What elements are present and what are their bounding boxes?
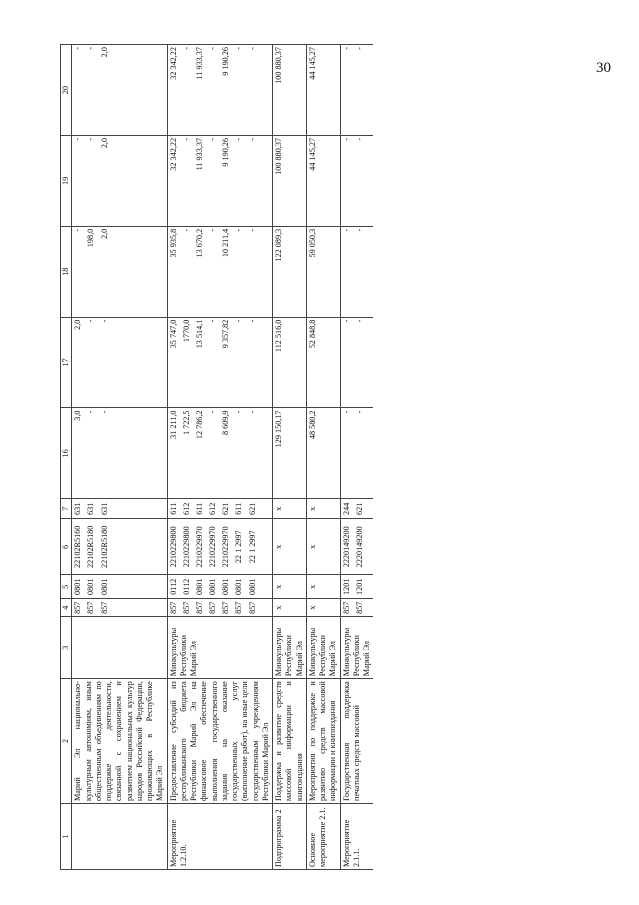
cell-value: - xyxy=(341,410,351,414)
cell-value: 2210229800 xyxy=(181,526,191,568)
cell-value: 129 150,17 xyxy=(274,410,283,448)
cell-c7 xyxy=(167,499,273,519)
cell-value: x xyxy=(274,584,283,589)
cell-value: - xyxy=(234,319,244,323)
cell-value: - xyxy=(341,47,351,50)
table-row xyxy=(306,45,340,870)
cell-value: 22 1 2997 xyxy=(234,530,244,564)
cell-c6 xyxy=(273,519,307,575)
cell-value: 8 609,9 xyxy=(221,410,231,436)
cell-value: - xyxy=(354,228,364,232)
cell-value: - xyxy=(73,47,83,50)
cell-c1: Мероприятие 1.2.10. xyxy=(167,804,273,870)
cell-value: 100 880,37 xyxy=(274,47,283,84)
cell-c1 xyxy=(72,804,167,870)
cell-c6 xyxy=(72,519,167,575)
cell-c19 xyxy=(72,135,167,226)
cell-c4 xyxy=(72,599,167,617)
cell-value: 621 xyxy=(354,502,364,515)
column-header: 5 xyxy=(61,575,72,599)
cell-c18 xyxy=(167,226,273,317)
cell-c3 xyxy=(72,617,167,679)
cell-value: 22102R5160 xyxy=(73,525,83,568)
cell-value: 1201 xyxy=(354,578,364,595)
cell-value: - xyxy=(247,47,257,50)
budget-table xyxy=(60,44,373,870)
cell-value: 2210229970 xyxy=(208,526,218,568)
cell-c1: Подпрограмма 2 xyxy=(273,804,307,870)
cell-value: 621 xyxy=(221,502,231,515)
cell-value: 0801 xyxy=(221,578,231,595)
cell-c6 xyxy=(340,519,373,575)
cell-value: 2220149200 xyxy=(341,526,351,568)
cell-value: - xyxy=(99,410,109,414)
cell-value: 611 xyxy=(234,502,244,515)
cell-c20 xyxy=(340,45,373,136)
cell-value: - xyxy=(354,137,364,141)
cell-value: - xyxy=(181,137,191,141)
cell-c20 xyxy=(72,45,167,136)
cell-value: 11 933,37 xyxy=(194,47,204,80)
cell-value: 857 xyxy=(234,601,244,614)
column-header: 1 xyxy=(61,804,72,870)
cell-c6 xyxy=(306,519,340,575)
cell-value: - xyxy=(208,410,218,414)
cell-c19 xyxy=(167,135,273,226)
cell-value: 10 211,4 xyxy=(221,228,231,258)
cell-c5 xyxy=(306,575,340,599)
cell-value: - xyxy=(247,410,257,414)
cell-value: 857 xyxy=(341,601,351,614)
cell-value: 13 514,1 xyxy=(194,319,204,349)
cell-c16 xyxy=(340,408,373,499)
column-header: 4 xyxy=(61,599,72,617)
column-header: 16 xyxy=(61,408,72,499)
cell-value: - xyxy=(86,137,96,141)
cell-value: 631 xyxy=(99,502,109,515)
cell-c17 xyxy=(306,317,340,408)
cell-value: 621 xyxy=(247,502,257,515)
cell-value: 0801 xyxy=(194,578,204,595)
cell-value: 2210229800 xyxy=(168,526,178,568)
cell-c20 xyxy=(306,45,340,136)
cell-value: 857 xyxy=(168,601,178,614)
cell-value: 612 xyxy=(208,502,218,515)
cell-value: 59 050,3 xyxy=(307,228,317,258)
cell-value: 612 xyxy=(181,502,191,515)
cell-c18 xyxy=(273,226,307,317)
cell-c19 xyxy=(306,135,340,226)
column-header: 18 xyxy=(61,226,72,317)
cell-value: 44 145,27 xyxy=(307,47,317,80)
cell-c7 xyxy=(273,499,307,519)
cell-value: - xyxy=(73,228,83,232)
cell-value: - xyxy=(86,410,96,414)
cell-c2: Предоставление субсидий из республиканского бюджета Республики Марий Эл на финансовое обеспечение выполнения государственного задания на оказание государственных услуг (выполнение работ), на иные цели государственным учреждениям Республики Марий Эл xyxy=(167,679,273,804)
cell-value: 857 xyxy=(86,601,96,614)
cell-value: 0801 xyxy=(99,578,109,595)
cell-c16 xyxy=(167,408,273,499)
cell-c4 xyxy=(167,599,273,617)
cell-c3: Минкультуры Республики Марий Эл xyxy=(340,617,373,679)
cell-value: 9 190,26 xyxy=(221,47,231,76)
column-header: 7 xyxy=(61,499,72,519)
cell-value: 11 933,37 xyxy=(194,137,204,171)
cell-value: 611 xyxy=(194,502,204,515)
cell-c17 xyxy=(72,317,167,408)
cell-value: 857 xyxy=(247,601,257,614)
cell-c4 xyxy=(273,599,307,617)
cell-c17 xyxy=(340,317,373,408)
cell-value: 9 357,82 xyxy=(221,319,231,349)
rotated-table-area xyxy=(60,40,600,870)
cell-value: - xyxy=(341,319,351,323)
cell-value: - xyxy=(234,47,244,50)
cell-value: x xyxy=(307,584,317,589)
cell-value: 31 211,0 xyxy=(168,410,178,439)
cell-value: 1 722,5 xyxy=(181,410,191,436)
cell-c2: Поддержка и развитие средств массовой информации и книгоиздания xyxy=(273,679,307,804)
column-header: 17 xyxy=(61,317,72,408)
cell-value: 35 747,0 xyxy=(168,319,178,349)
cell-value: - xyxy=(354,47,364,50)
cell-value: 1201 xyxy=(341,578,351,595)
cell-value: x xyxy=(307,506,317,511)
cell-c20 xyxy=(167,45,273,136)
cell-value: 9 190,26 xyxy=(221,137,231,167)
cell-value: 22 1 2997 xyxy=(247,530,257,564)
column-header: 3 xyxy=(61,617,72,679)
cell-value: - xyxy=(181,228,191,232)
cell-c7 xyxy=(306,499,340,519)
cell-value: - xyxy=(73,137,83,141)
cell-c18 xyxy=(72,226,167,317)
cell-value: - xyxy=(208,137,218,141)
cell-value: 2,0 xyxy=(99,137,109,149)
cell-value: 100 880,37 xyxy=(274,137,283,175)
cell-value: 0801 xyxy=(73,578,83,595)
cell-value: 3,0 xyxy=(73,410,83,421)
cell-value: x xyxy=(274,605,283,610)
cell-c5 xyxy=(72,575,167,599)
cell-value: - xyxy=(247,137,257,141)
cell-value: 857 xyxy=(73,601,83,614)
cell-value: 857 xyxy=(354,601,364,614)
cell-value: 48 580,2 xyxy=(307,410,317,440)
cell-c19 xyxy=(273,135,307,226)
cell-value: - xyxy=(247,228,257,232)
cell-value: 122 089,3 xyxy=(274,228,283,262)
cell-c4 xyxy=(340,599,373,617)
cell-value: x xyxy=(274,506,283,511)
column-header: 6 xyxy=(61,519,72,575)
cell-value: x xyxy=(307,544,317,549)
cell-c17 xyxy=(273,317,307,408)
cell-c7 xyxy=(72,499,167,519)
cell-value: 2220149200 xyxy=(354,526,364,568)
cell-value: - xyxy=(234,137,244,141)
cell-c4 xyxy=(306,599,340,617)
cell-value: x xyxy=(307,605,317,610)
cell-value: 35 935,8 xyxy=(168,228,178,258)
cell-value: 112 516,0 xyxy=(274,319,283,353)
cell-c2: Государственная поддержка печатных средств массовой xyxy=(340,679,373,804)
cell-value: 2,0 xyxy=(99,47,109,58)
cell-value: 0801 xyxy=(247,578,257,595)
cell-value: 631 xyxy=(86,502,96,515)
cell-value: 2,0 xyxy=(99,228,109,240)
cell-value: 52 848,8 xyxy=(307,319,317,349)
cell-value: 2210229970 xyxy=(194,526,204,568)
cell-value: - xyxy=(354,410,364,414)
cell-c18 xyxy=(340,226,373,317)
cell-c5 xyxy=(340,575,373,599)
cell-value: 857 xyxy=(208,601,218,614)
cell-value: 857 xyxy=(99,601,109,614)
cell-c16 xyxy=(306,408,340,499)
cell-value: 2210229970 xyxy=(221,526,231,568)
cell-value: 0801 xyxy=(234,578,244,595)
cell-value: 13 670,2 xyxy=(194,228,204,258)
cell-value: 0112 xyxy=(168,578,178,595)
cell-value: 631 xyxy=(73,502,83,515)
cell-value: 0112 xyxy=(181,578,191,595)
table-row xyxy=(72,45,167,870)
cell-c3: Минкультуры Республики Марий Эл xyxy=(273,617,307,679)
cell-c16 xyxy=(273,408,307,499)
cell-c19 xyxy=(340,135,373,226)
cell-value: - xyxy=(86,47,96,50)
cell-value: 22102R5180 xyxy=(99,525,109,568)
cell-c2: Марий Эл национально-культурным автономиям, иным общественным объединениям по поддержке деятельности, связанной с сохранением и развитием национальных культур народов Российской Федерации, проживающих в Республике Марий Эл xyxy=(72,679,167,804)
cell-value: 244 xyxy=(341,502,351,515)
cell-value: 198,0 xyxy=(86,228,96,248)
cell-value: - xyxy=(234,410,244,414)
cell-value: 0801 xyxy=(86,578,96,595)
cell-c3: Минкультуры Республики Марий Эл xyxy=(167,617,273,679)
cell-c18 xyxy=(306,226,340,317)
cell-value: - xyxy=(354,319,364,323)
cell-value: 1770,0 xyxy=(181,319,191,343)
cell-c17 xyxy=(167,317,273,408)
cell-c16 xyxy=(72,408,167,499)
cell-c1: Мероприятие 2.1.1. xyxy=(340,804,373,870)
cell-c2: Мероприятия по поддержке и развитию средств массовой информации и книгоиздания xyxy=(306,679,340,804)
column-header: 19 xyxy=(61,135,72,226)
table-row xyxy=(167,45,273,870)
cell-value: 611 xyxy=(168,502,178,515)
cell-value: 22102R5180 xyxy=(86,525,96,568)
cell-value: 857 xyxy=(221,601,231,614)
header-row xyxy=(61,45,72,870)
cell-value: - xyxy=(99,319,109,323)
cell-value: 32 342,22 xyxy=(168,47,178,80)
cell-c6 xyxy=(167,519,273,575)
column-header: 2 xyxy=(61,679,72,804)
cell-value: - xyxy=(86,319,96,323)
cell-c3: Минкультуры Республики Марий Эл xyxy=(306,617,340,679)
cell-value: - xyxy=(208,47,218,50)
cell-value: - xyxy=(208,319,218,323)
cell-value: - xyxy=(234,228,244,232)
cell-c20 xyxy=(273,45,307,136)
cell-value: - xyxy=(181,47,191,50)
cell-value: x xyxy=(274,544,283,549)
cell-value: - xyxy=(247,319,257,323)
cell-value: 12 786,2 xyxy=(194,410,204,440)
cell-value: - xyxy=(341,228,351,232)
cell-c5 xyxy=(167,575,273,599)
cell-value: - xyxy=(341,137,351,141)
cell-value: 857 xyxy=(181,601,191,614)
cell-value: 0801 xyxy=(208,578,218,595)
cell-value: 32 342,22 xyxy=(168,137,178,171)
cell-value: - xyxy=(208,228,218,232)
column-header: 20 xyxy=(61,45,72,136)
cell-value: 2,0 xyxy=(73,319,83,330)
cell-c1: Основное мероприятие 2.1. xyxy=(306,804,340,870)
table-row xyxy=(273,45,307,870)
cell-value: 857 xyxy=(194,601,204,614)
cell-value: 44 145,27 xyxy=(307,137,317,171)
cell-c7 xyxy=(340,499,373,519)
cell-c5 xyxy=(273,575,307,599)
table-row xyxy=(340,45,373,870)
page-number: 30 xyxy=(596,60,611,76)
